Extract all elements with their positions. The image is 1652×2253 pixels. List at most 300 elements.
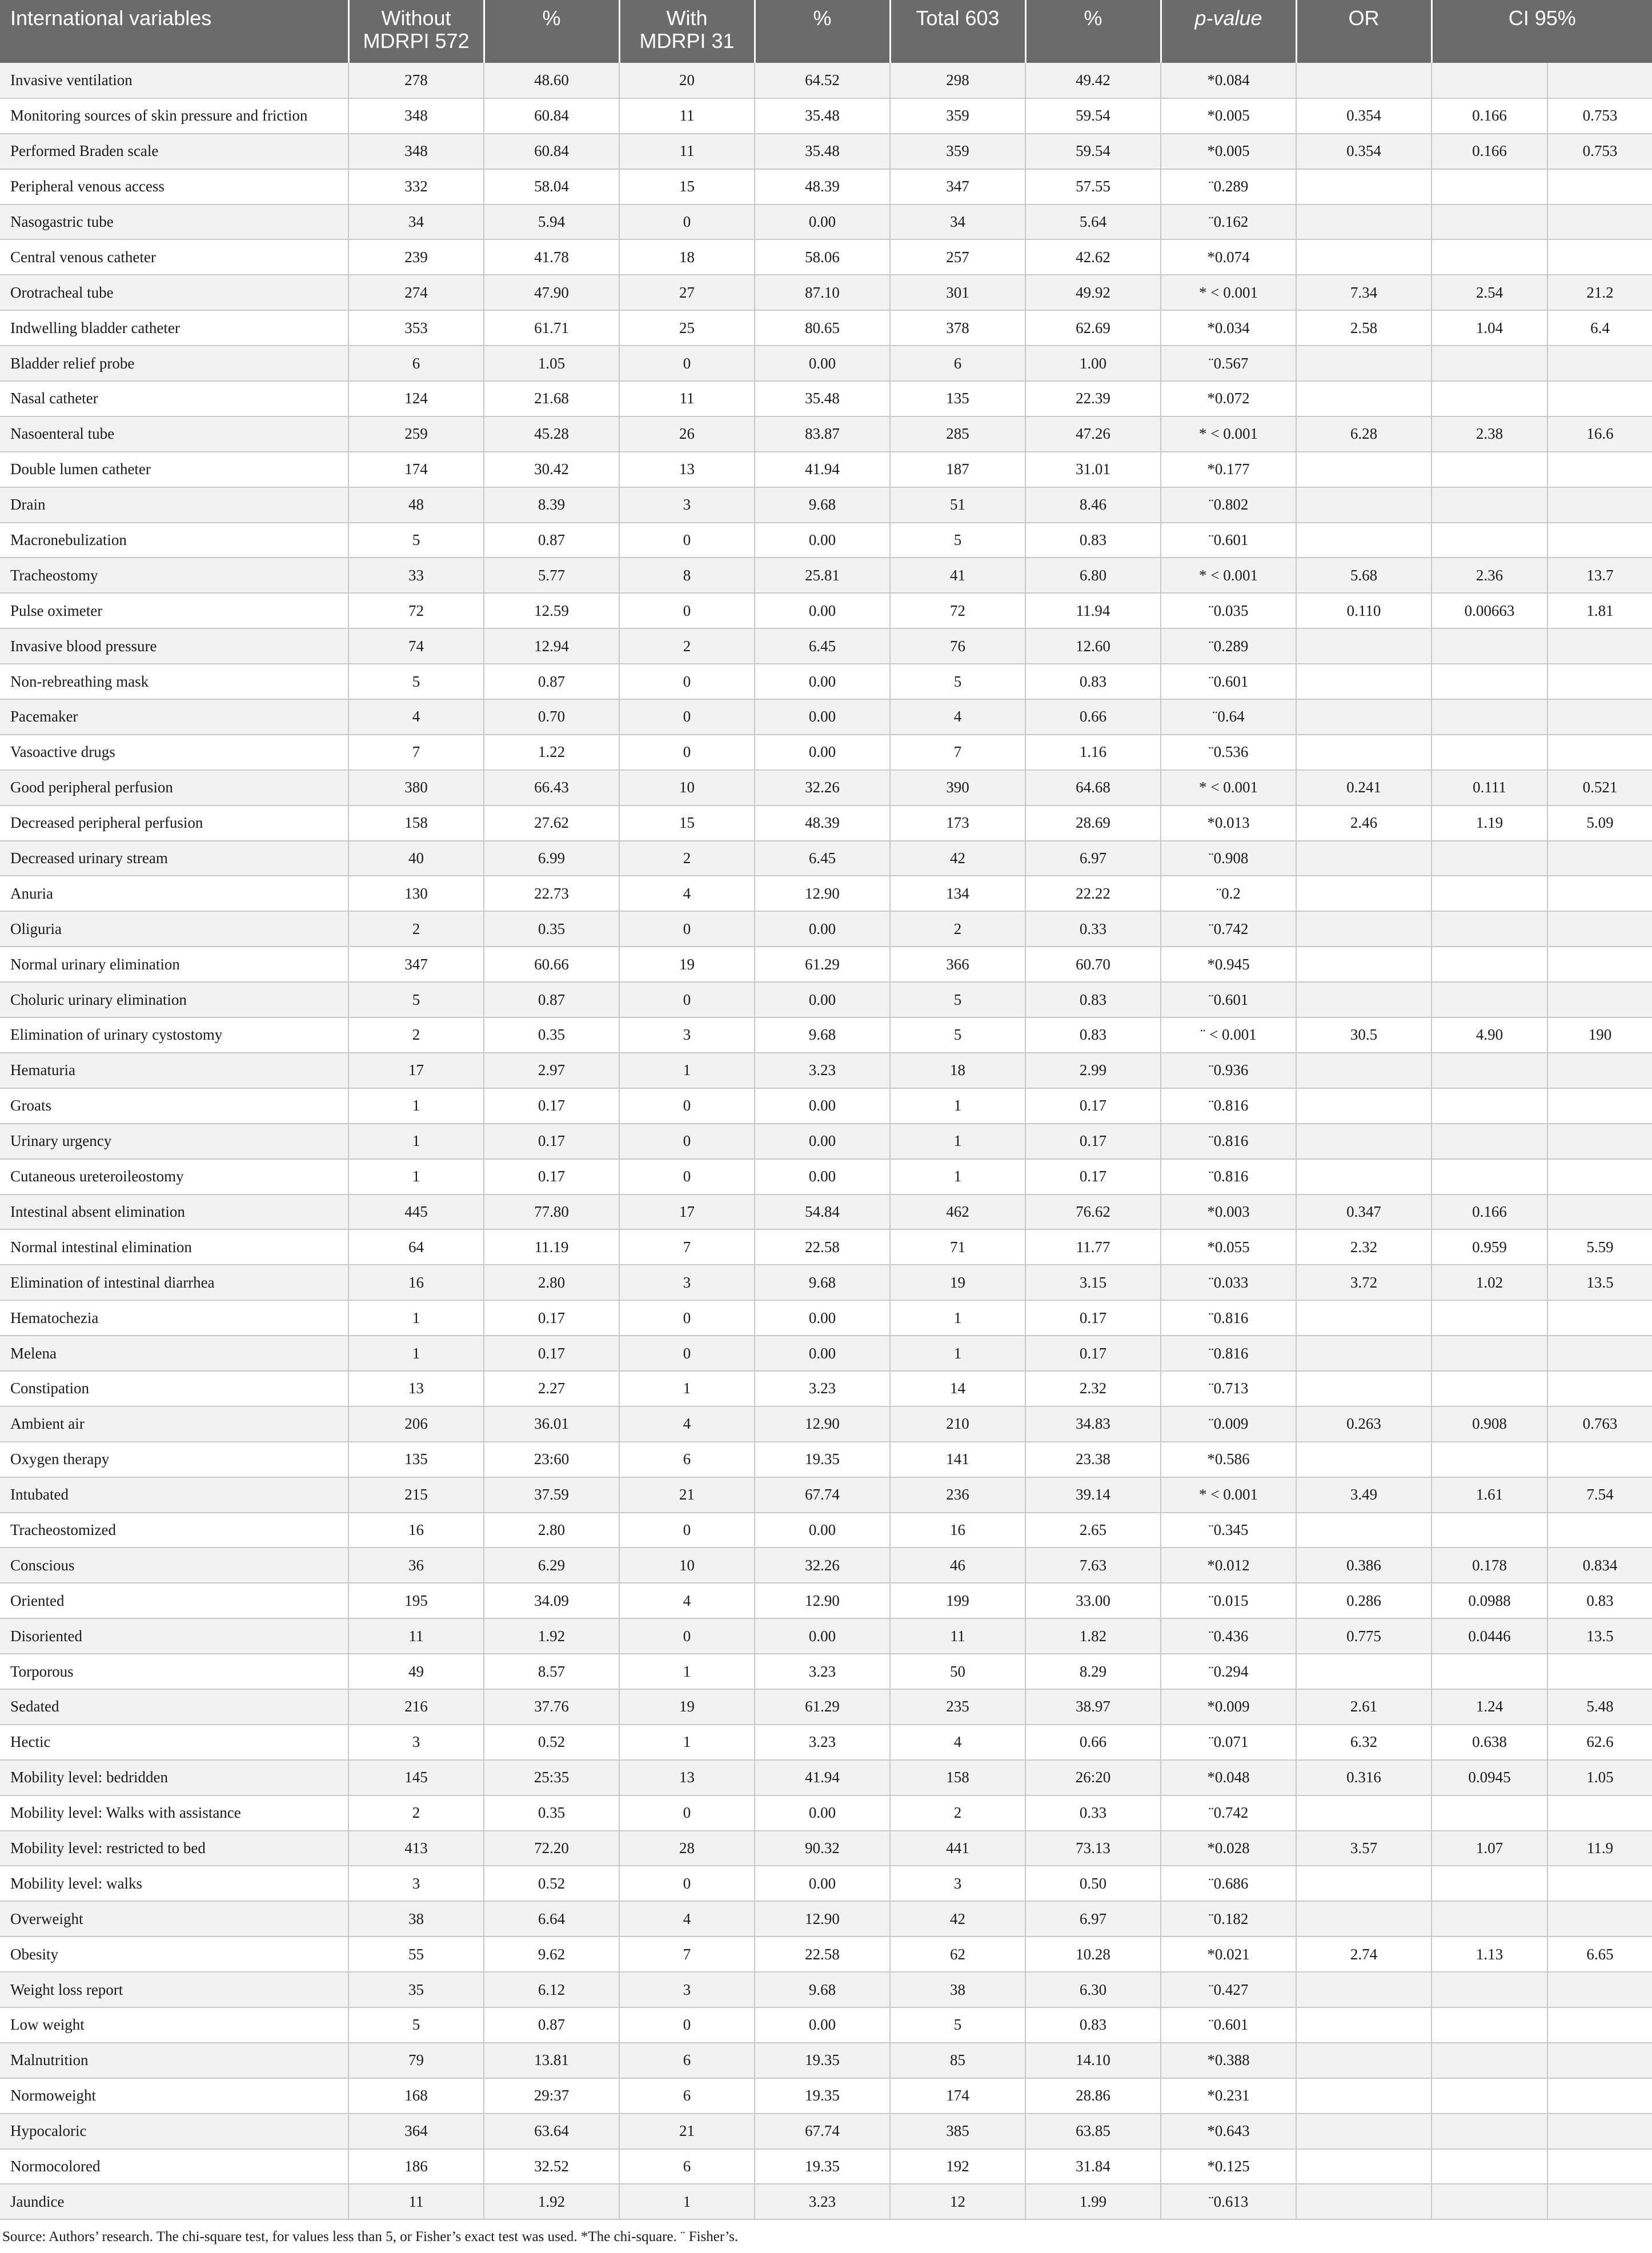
value-cell: 64.52 <box>755 63 890 98</box>
value-cell: 2 <box>348 1795 484 1831</box>
value-cell: 0.00 <box>755 1513 890 1548</box>
value-cell: ¨0.613 <box>1161 2184 1296 2219</box>
value-cell: 62.6 <box>1547 1725 1652 1760</box>
value-cell <box>1547 735 1652 770</box>
variable-name-cell: Hematuria <box>0 1053 348 1088</box>
variable-name-cell: Urinary urgency <box>0 1124 348 1159</box>
variable-name-cell: Nasal catheter <box>0 381 348 416</box>
value-cell: 6 <box>619 2149 755 2184</box>
value-cell: 1.02 <box>1432 1265 1547 1300</box>
value-cell: 353 <box>348 310 484 346</box>
table-row <box>0 2043 1652 2078</box>
value-cell <box>1547 1194 1652 1230</box>
value-cell: 26:20 <box>1025 1760 1161 1795</box>
value-cell: 6.28 <box>1296 416 1432 452</box>
value-cell: 0.83 <box>1025 523 1161 558</box>
table-row <box>0 1972 1652 2007</box>
value-cell: 3.15 <box>1025 1265 1161 1300</box>
variable-name-cell: Pacemaker <box>0 699 348 735</box>
value-cell: 40 <box>348 841 484 876</box>
value-cell <box>1432 1300 1547 1336</box>
table-row <box>0 1477 1652 1513</box>
value-cell: 0.00 <box>755 1618 890 1654</box>
table-row <box>0 1265 1652 1300</box>
value-cell <box>1432 346 1547 381</box>
value-cell: 0.00 <box>755 735 890 770</box>
value-cell: 21.68 <box>484 381 619 416</box>
value-cell: ¨0.816 <box>1161 1300 1296 1336</box>
value-cell: 87.10 <box>755 275 890 310</box>
value-cell <box>1432 1866 1547 1901</box>
table-row <box>0 452 1652 487</box>
value-cell: 278 <box>348 63 484 98</box>
value-cell: 0 <box>619 2007 755 2043</box>
value-cell <box>1432 1159 1547 1194</box>
value-cell: 60.84 <box>484 98 619 134</box>
value-cell: 59.54 <box>1025 98 1161 134</box>
value-cell: 63.64 <box>484 2114 619 2149</box>
value-cell: 257 <box>890 239 1025 275</box>
value-cell <box>1432 876 1547 911</box>
value-cell: 199 <box>890 1583 1025 1618</box>
value-cell: 1.05 <box>1547 1760 1652 1795</box>
value-cell: 0.753 <box>1547 98 1652 134</box>
value-cell: 12.94 <box>484 628 619 664</box>
value-cell: ¨0.908 <box>1161 841 1296 876</box>
value-cell: 0.166 <box>1432 1194 1547 1230</box>
value-cell: 173 <box>890 805 1025 841</box>
value-cell <box>1547 947 1652 982</box>
value-cell: 9.68 <box>755 1017 890 1053</box>
value-cell: 0 <box>619 664 755 699</box>
value-cell: *0.009 <box>1161 1689 1296 1725</box>
value-cell <box>1432 1654 1547 1689</box>
value-cell: 1 <box>348 1088 484 1124</box>
value-cell: 22.22 <box>1025 876 1161 911</box>
value-cell: 216 <box>348 1689 484 1725</box>
variable-name-cell: Central venous catheter <box>0 239 348 275</box>
value-cell: * < 0.001 <box>1161 770 1296 805</box>
variable-name-cell: Macronebulization <box>0 523 348 558</box>
value-cell: 0 <box>619 523 755 558</box>
value-cell: 4 <box>890 699 1025 735</box>
value-cell: *0.084 <box>1161 63 1296 98</box>
value-cell: 0 <box>619 1088 755 1124</box>
value-cell: 13.81 <box>484 2043 619 2078</box>
variable-name-cell: Obesity <box>0 1937 348 1972</box>
value-cell: 3.57 <box>1296 1831 1432 1866</box>
value-cell <box>1547 1159 1652 1194</box>
value-cell: 19.35 <box>755 2078 890 2114</box>
value-cell: 5 <box>890 982 1025 1017</box>
value-cell: 1.61 <box>1432 1477 1547 1513</box>
value-cell: 0.0988 <box>1432 1583 1547 1618</box>
value-cell: 0.17 <box>484 1124 619 1159</box>
variable-name-cell: Good peripheral perfusion <box>0 770 348 805</box>
value-cell <box>1547 205 1652 240</box>
value-cell: 366 <box>890 947 1025 982</box>
value-cell: 0.35 <box>484 1795 619 1831</box>
value-cell: *0.125 <box>1161 2149 1296 2184</box>
value-cell: 58.04 <box>484 169 619 205</box>
value-cell: 130 <box>348 876 484 911</box>
value-cell: 3.23 <box>755 1725 890 1760</box>
variable-name-cell: Oxygen therapy <box>0 1442 348 1477</box>
value-cell: *0.945 <box>1161 947 1296 982</box>
value-cell: 141 <box>890 1442 1025 1477</box>
value-cell: 11.94 <box>1025 593 1161 628</box>
table-row <box>0 699 1652 735</box>
value-cell: 0 <box>619 205 755 240</box>
value-cell: 57.55 <box>1025 169 1161 205</box>
value-cell: ¨0.742 <box>1161 1795 1296 1831</box>
value-cell: 35.48 <box>755 134 890 169</box>
value-cell <box>1432 628 1547 664</box>
value-cell: 34 <box>890 205 1025 240</box>
value-cell: 0.33 <box>1025 911 1161 947</box>
value-cell: 7 <box>890 735 1025 770</box>
value-cell: 10 <box>619 1548 755 1583</box>
variable-name-cell: Indwelling bladder catheter <box>0 310 348 346</box>
value-cell: 0.83 <box>1025 2007 1161 2043</box>
value-cell: 62 <box>890 1937 1025 1972</box>
value-cell: 0.286 <box>1296 1583 1432 1618</box>
header-row <box>0 0 1652 63</box>
value-cell <box>1547 169 1652 205</box>
value-cell: 0.87 <box>484 2007 619 2043</box>
value-cell <box>1547 63 1652 98</box>
value-cell: 3 <box>348 1866 484 1901</box>
value-cell: 192 <box>890 2149 1025 2184</box>
value-cell: 413 <box>348 1831 484 1866</box>
variable-name-cell: Normoweight <box>0 2078 348 2114</box>
value-cell: 41.94 <box>755 1760 890 1795</box>
table-row <box>0 1513 1652 1548</box>
header-or: OR <box>1296 0 1432 63</box>
value-cell: 0 <box>619 1124 755 1159</box>
value-cell: ¨0.936 <box>1161 1053 1296 1088</box>
variable-name-cell: Melena <box>0 1336 348 1371</box>
value-cell <box>1432 911 1547 947</box>
value-cell <box>1547 1866 1652 1901</box>
value-cell: 41 <box>890 558 1025 593</box>
table-row <box>0 593 1652 628</box>
value-cell: 1.13 <box>1432 1937 1547 1972</box>
value-cell: 0.00 <box>755 1124 890 1159</box>
table-row <box>0 1017 1652 1053</box>
value-cell: 0 <box>619 911 755 947</box>
value-cell <box>1547 1442 1652 1477</box>
value-cell: 0.50 <box>1025 1866 1161 1901</box>
value-cell <box>1296 1972 1432 2007</box>
value-cell: 19 <box>890 1265 1025 1300</box>
value-cell: 2 <box>619 628 755 664</box>
value-cell: ¨0.601 <box>1161 523 1296 558</box>
value-cell <box>1432 1124 1547 1159</box>
variable-name-cell: Monitoring sources of skin pressure and friction <box>0 98 348 134</box>
value-cell: 0.00 <box>755 2007 890 2043</box>
value-cell: 58.06 <box>755 239 890 275</box>
value-cell <box>1296 1159 1432 1194</box>
value-cell: 50 <box>890 1654 1025 1689</box>
value-cell: 0.87 <box>484 664 619 699</box>
table-row <box>0 1088 1652 1124</box>
table-row <box>0 1229 1652 1265</box>
value-cell: 0.00 <box>755 523 890 558</box>
value-cell: 2.65 <box>1025 1513 1161 1548</box>
value-cell: 36.01 <box>484 1406 619 1442</box>
value-cell: 187 <box>890 452 1025 487</box>
value-cell: 0.00 <box>755 1088 890 1124</box>
value-cell: 462 <box>890 1194 1025 1230</box>
value-cell: 71 <box>890 1229 1025 1265</box>
value-cell: 1.22 <box>484 735 619 770</box>
table-row <box>0 628 1652 664</box>
value-cell: 5 <box>348 2007 484 2043</box>
table-row <box>0 1336 1652 1371</box>
table-row <box>0 876 1652 911</box>
value-cell: 5 <box>890 664 1025 699</box>
value-cell <box>1296 1371 1432 1406</box>
value-cell: 347 <box>890 169 1025 205</box>
value-cell: 0.638 <box>1432 1725 1547 1760</box>
value-cell <box>1432 381 1547 416</box>
variable-name-cell: Mobility level: restricted to bed <box>0 1831 348 1866</box>
value-cell: 19 <box>619 1689 755 1725</box>
value-cell: ¨0.713 <box>1161 1371 1296 1406</box>
variable-name-cell: Invasive blood pressure <box>0 628 348 664</box>
value-cell <box>1547 1124 1652 1159</box>
value-cell: 13.5 <box>1547 1618 1652 1654</box>
value-cell: 1.16 <box>1025 735 1161 770</box>
value-cell: 13 <box>348 1371 484 1406</box>
table-row <box>0 1831 1652 1866</box>
value-cell <box>1547 2043 1652 2078</box>
value-cell: 0.834 <box>1547 1548 1652 1583</box>
value-cell: 39.14 <box>1025 1477 1161 1513</box>
value-cell: 1.99 <box>1025 2184 1161 2219</box>
table-row <box>0 169 1652 205</box>
value-cell: ¨0.816 <box>1161 1336 1296 1371</box>
variable-name-cell: Low weight <box>0 2007 348 2043</box>
value-cell: 0.00 <box>755 1300 890 1336</box>
variable-name-cell: Groats <box>0 1088 348 1124</box>
value-cell: 0.17 <box>1025 1124 1161 1159</box>
value-cell: 0 <box>619 1336 755 1371</box>
value-cell: 0.753 <box>1547 134 1652 169</box>
value-cell: 28.69 <box>1025 805 1161 841</box>
value-cell: 18 <box>619 239 755 275</box>
value-cell: ¨0.289 <box>1161 169 1296 205</box>
value-cell: 2 <box>890 1795 1025 1831</box>
value-cell: 1.92 <box>484 2184 619 2219</box>
value-cell: 1 <box>348 1124 484 1159</box>
value-cell <box>1547 1371 1652 1406</box>
value-cell: 41.94 <box>755 452 890 487</box>
value-cell <box>1547 982 1652 1017</box>
value-cell <box>1547 452 1652 487</box>
variable-name-cell: Bladder relief probe <box>0 346 348 381</box>
table-row <box>0 735 1652 770</box>
value-cell: 11 <box>619 134 755 169</box>
value-cell: 7.34 <box>1296 275 1432 310</box>
value-cell <box>1432 169 1547 205</box>
value-cell: ¨0.015 <box>1161 1583 1296 1618</box>
value-cell: 48.39 <box>755 805 890 841</box>
value-cell: 15 <box>619 169 755 205</box>
value-cell: 23.38 <box>1025 1442 1161 1477</box>
header-with-mdrpi: With MDRPI 31 <box>619 0 755 63</box>
value-cell: 76.62 <box>1025 1194 1161 1230</box>
value-cell: 26 <box>619 416 755 452</box>
value-cell: 1 <box>619 1654 755 1689</box>
value-cell: * < 0.001 <box>1161 416 1296 452</box>
value-cell: 64.68 <box>1025 770 1161 805</box>
value-cell <box>1547 346 1652 381</box>
value-cell: 62.69 <box>1025 310 1161 346</box>
table-row <box>0 947 1652 982</box>
value-cell: 2.32 <box>1025 1371 1161 1406</box>
value-cell: 0.17 <box>1025 1336 1161 1371</box>
value-cell: 301 <box>890 275 1025 310</box>
value-cell: 5.64 <box>1025 205 1161 240</box>
value-cell: 6.12 <box>484 1972 619 2007</box>
variable-name-cell: Normocolored <box>0 2149 348 2184</box>
value-cell: 13 <box>619 452 755 487</box>
value-cell <box>1547 2007 1652 2043</box>
value-cell: 22.58 <box>755 1937 890 1972</box>
value-cell: 6.97 <box>1025 841 1161 876</box>
value-cell: 0.33 <box>1025 1795 1161 1831</box>
table-row <box>0 381 1652 416</box>
value-cell: 1 <box>348 1336 484 1371</box>
value-cell: 33.00 <box>1025 1583 1161 1618</box>
value-cell: 390 <box>890 770 1025 805</box>
value-cell: 5.59 <box>1547 1229 1652 1265</box>
value-cell: 0.00 <box>755 1336 890 1371</box>
value-cell <box>1432 239 1547 275</box>
value-cell: 6 <box>890 346 1025 381</box>
value-cell: 8.46 <box>1025 487 1161 523</box>
value-cell: 27.62 <box>484 805 619 841</box>
value-cell: 55 <box>348 1937 484 1972</box>
value-cell: 215 <box>348 1477 484 1513</box>
value-cell: 46 <box>890 1548 1025 1583</box>
value-cell: *0.388 <box>1161 2043 1296 2078</box>
value-cell: 364 <box>348 2114 484 2149</box>
value-cell: 49.92 <box>1025 275 1161 310</box>
table-row <box>0 63 1652 98</box>
value-cell: 9.68 <box>755 487 890 523</box>
table-row <box>0 2114 1652 2149</box>
value-cell: 54.84 <box>755 1194 890 1230</box>
variable-name-cell: Intubated <box>0 1477 348 1513</box>
table-row <box>0 1300 1652 1336</box>
value-cell <box>1296 1866 1432 1901</box>
value-cell: 48 <box>348 487 484 523</box>
value-cell: 36 <box>348 1548 484 1583</box>
variable-name-cell: Ambient air <box>0 1406 348 1442</box>
value-cell: 0 <box>619 1618 755 1654</box>
value-cell: 13 <box>619 1760 755 1795</box>
table-row <box>0 1124 1652 1159</box>
value-cell: 359 <box>890 98 1025 134</box>
value-cell: ¨0.033 <box>1161 1265 1296 1300</box>
variable-name-cell: Malnutrition <box>0 2043 348 2078</box>
table-row <box>0 1725 1652 1760</box>
value-cell: 11 <box>619 98 755 134</box>
value-cell: 28 <box>619 1831 755 1866</box>
value-cell: 168 <box>348 2078 484 2114</box>
value-cell: 2.99 <box>1025 1053 1161 1088</box>
value-cell: 0 <box>619 1795 755 1831</box>
value-cell: 0.178 <box>1432 1548 1547 1583</box>
value-cell <box>1547 487 1652 523</box>
value-cell <box>1296 1336 1432 1371</box>
value-cell: 16 <box>348 1513 484 1548</box>
value-cell: 0.00 <box>755 1795 890 1831</box>
value-cell: 72 <box>348 593 484 628</box>
value-cell: *0.005 <box>1161 98 1296 134</box>
value-cell: 20 <box>619 63 755 98</box>
value-cell: 0.70 <box>484 699 619 735</box>
value-cell: *0.586 <box>1161 1442 1296 1477</box>
value-cell: 30.42 <box>484 452 619 487</box>
table-row <box>0 2078 1652 2114</box>
value-cell: 19.35 <box>755 1442 890 1477</box>
value-cell <box>1296 169 1432 205</box>
value-cell: 1.82 <box>1025 1618 1161 1654</box>
value-cell: 6.99 <box>484 841 619 876</box>
value-cell <box>1296 2184 1432 2219</box>
table-row <box>0 770 1652 805</box>
value-cell: 1.92 <box>484 1618 619 1654</box>
value-cell: 7.63 <box>1025 1548 1161 1583</box>
value-cell <box>1547 239 1652 275</box>
value-cell: ¨ < 0.001 <box>1161 1017 1296 1053</box>
value-cell: *0.231 <box>1161 2078 1296 2114</box>
value-cell: 11 <box>348 1618 484 1654</box>
value-cell: 1 <box>890 1336 1025 1371</box>
value-cell: 76 <box>890 628 1025 664</box>
value-cell: 34.83 <box>1025 1406 1161 1442</box>
value-cell: 41.78 <box>484 239 619 275</box>
variable-name-cell: Tracheostomy <box>0 558 348 593</box>
value-cell <box>1432 1336 1547 1371</box>
value-cell: 14 <box>890 1371 1025 1406</box>
value-cell: 236 <box>890 1477 1025 1513</box>
value-cell <box>1296 664 1432 699</box>
value-cell: * < 0.001 <box>1161 275 1296 310</box>
value-cell: 85 <box>890 2043 1025 2078</box>
value-cell: 1.24 <box>1432 1689 1547 1725</box>
value-cell: 59.54 <box>1025 134 1161 169</box>
value-cell: * < 0.001 <box>1161 558 1296 593</box>
value-cell: 72 <box>890 593 1025 628</box>
table-row <box>0 134 1652 169</box>
value-cell: 13.5 <box>1547 1265 1652 1300</box>
table-row <box>0 2149 1652 2184</box>
value-cell <box>1547 1053 1652 1088</box>
value-cell <box>1296 2007 1432 2043</box>
value-cell: 22.39 <box>1025 381 1161 416</box>
variable-name-cell: Mobility level: bedridden <box>0 1760 348 1795</box>
table-row <box>0 1760 1652 1795</box>
value-cell: * < 0.001 <box>1161 1477 1296 1513</box>
value-cell: *0.028 <box>1161 1831 1296 1866</box>
value-cell <box>1547 841 1652 876</box>
value-cell: 13.7 <box>1547 558 1652 593</box>
